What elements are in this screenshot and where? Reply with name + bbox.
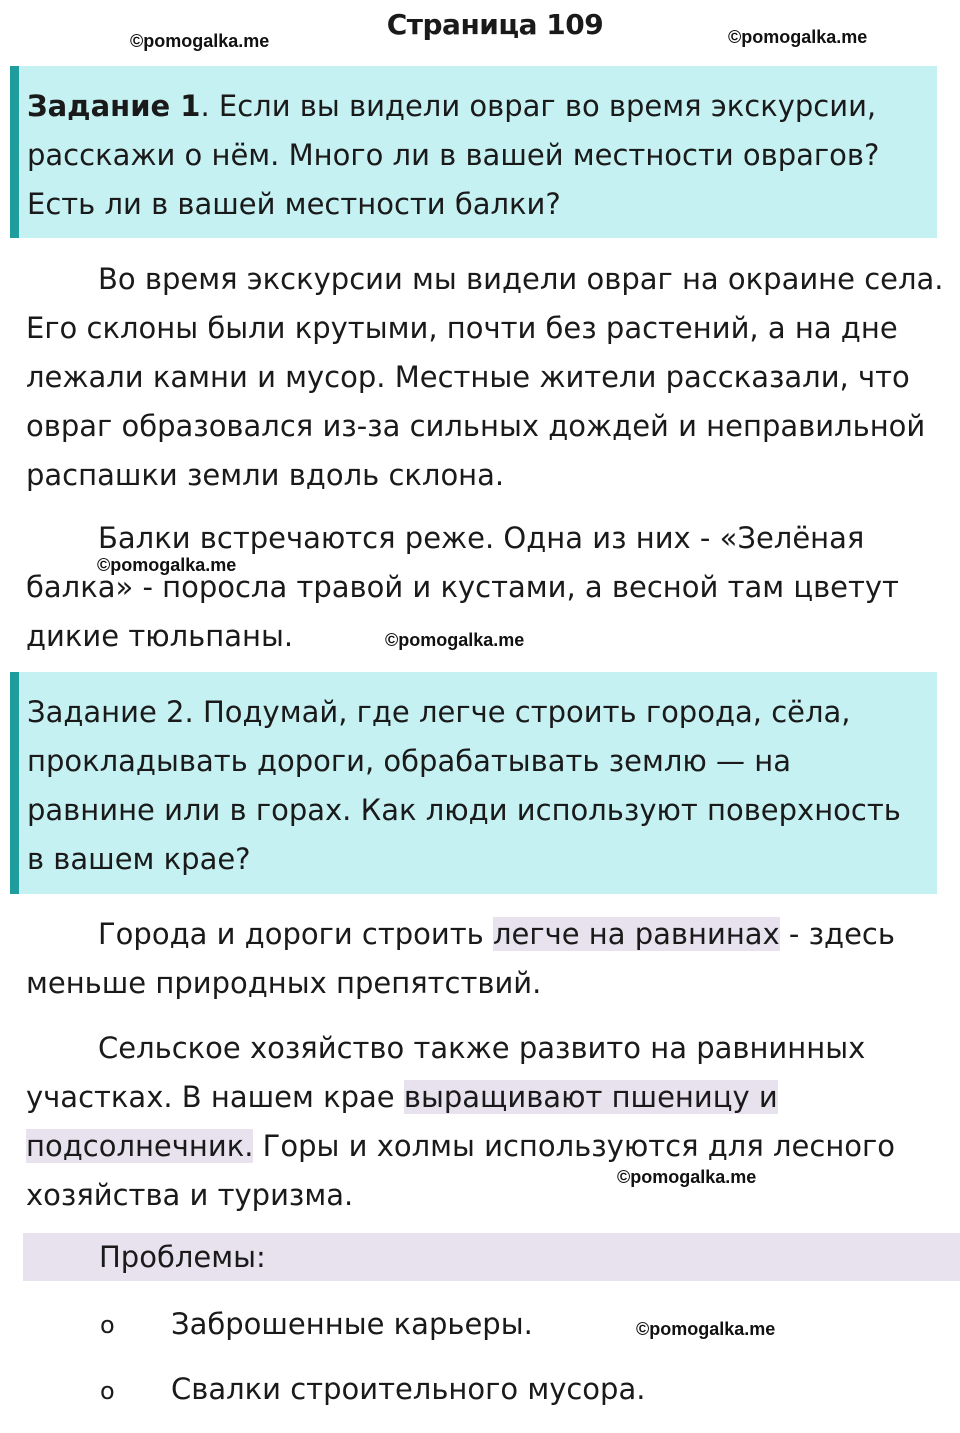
answer-2-text: Города и дороги строить (98, 917, 493, 951)
list-bullet: o (100, 1311, 115, 1339)
task-1-box (10, 66, 937, 238)
highlighted-text: выращивают пшеницу и подсолнечник. (26, 1080, 778, 1163)
highlighted-text: легче на равнинах (492, 917, 780, 951)
watermark: ©pomogalka.me (97, 555, 237, 575)
answer-1-paragraph-2: Балки встречаются реже. Одна из них - «Зелёная балка» - поросла травой и кустами, а весной там цветут дикие тюльпаны. (26, 521, 899, 653)
problems-heading: Проблемы: (23, 1233, 960, 1281)
problem-item: Свалки строительного мусора. (171, 1372, 646, 1406)
problem-item: Заброшенные карьеры. (171, 1307, 533, 1341)
task-2-box (10, 672, 937, 894)
watermark: ©pomogalka.me (728, 27, 868, 47)
watermark: ©pomogalka.me (636, 1319, 776, 1339)
task-1-text: . Если вы видели овраг во время экскурсии, расскажи о нём. Много ли в вашей местности оврагов? Есть ли в вашей местности балки? (27, 89, 880, 221)
page-title: Страница 109 (386, 8, 604, 41)
answer-2-text: Горы и холмы используются для лесного хозяйства и туризма. (26, 1129, 896, 1212)
answer-2-text: - здесь меньше природных препятствий. (26, 917, 895, 1000)
answer-2-paragraph-1 (26, 910, 956, 1008)
watermark: ©pomogalka.me (130, 31, 270, 51)
list-bullet: o (100, 1377, 115, 1405)
task-2-text: Задание 2. Подумай, где легче строить города, сёла, прокладывать дороги, обрабатывать землю — на равнине или в горах. Как люди используют поверхность в вашем крае? (27, 695, 901, 876)
watermark: ©pomogalka.me (617, 1167, 757, 1187)
answer-2-text: Сельское хозяйство также развито на равнинных участках. В нашем крае (26, 1031, 866, 1114)
task-1-label: Задание 1 (27, 89, 201, 123)
watermark: ©pomogalka.me (385, 630, 525, 650)
answer-1-paragraph-1: Во время экскурсии мы видели овраг на окраине села. Его склоны были крутыми, почти без растений, а на дне лежали камни и мусор. Местные жители рассказали, что овраг образовался из-за сильных дождей и неправильной распашки земли вдоль склона. (26, 262, 944, 492)
answer-2-paragraph-2 (26, 1024, 956, 1220)
